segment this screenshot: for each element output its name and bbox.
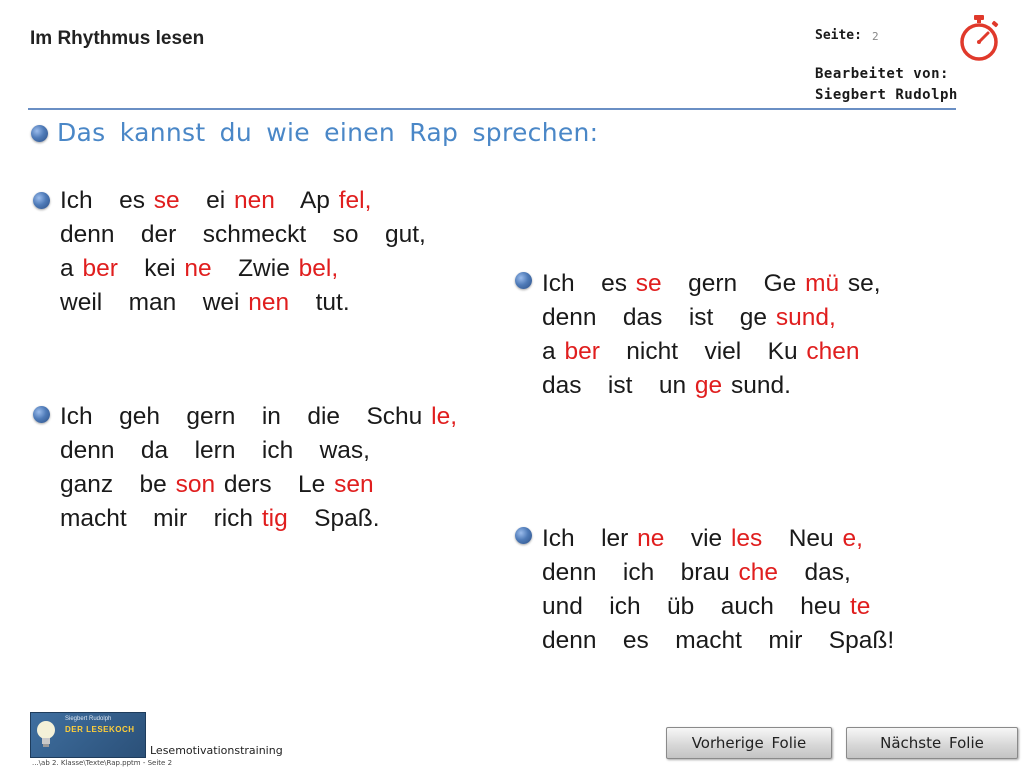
program-title: Lesemotivationstraining	[150, 744, 283, 757]
verse-line	[542, 301, 881, 335]
syllable-highlight: ber	[564, 338, 600, 365]
verse-text: denn ich brau	[542, 559, 739, 586]
logo-brand: DER LESEKOCH	[65, 725, 135, 734]
verse-text: kei	[117, 255, 185, 282]
verse-text: Neu	[762, 525, 843, 552]
verse-line	[60, 502, 457, 536]
verse-text: vie	[664, 525, 731, 552]
verse-school	[60, 400, 457, 536]
syllable-highlight: ge	[694, 372, 723, 399]
verse-text: Ich es	[542, 270, 636, 297]
syllable-highlight: se	[635, 270, 662, 297]
verse-line	[60, 252, 426, 286]
verse-text: Spaß.	[287, 505, 380, 532]
verse-text: macht mir rich	[60, 505, 262, 532]
next-slide-button[interactable]: Nächste Folie	[846, 727, 1018, 759]
verse-line	[542, 556, 894, 590]
verse-line	[60, 286, 426, 320]
page-number: 2	[872, 30, 879, 43]
syllable-highlight: sen	[334, 471, 374, 498]
bullet-icon	[31, 125, 48, 142]
syllable-highlight: che	[738, 559, 779, 586]
verse-text: weil man wei	[60, 289, 249, 316]
syllable-highlight: bel,	[298, 255, 339, 282]
bullet-icon	[33, 192, 50, 209]
verse-line	[542, 590, 894, 624]
leserkoch-logo	[30, 712, 146, 758]
verse-text: denn es macht mir Spaß!	[542, 627, 895, 654]
verse-learning	[542, 522, 894, 658]
syllable-highlight: son	[175, 471, 216, 498]
syllable-highlight: fel,	[338, 187, 372, 214]
verse-apples	[60, 184, 426, 320]
verse-text: ei	[179, 187, 234, 214]
verse-line	[542, 522, 894, 556]
verse-text: nicht viel Ku	[599, 338, 807, 365]
verse-text: Ich geh gern in die Schu	[60, 403, 432, 430]
verse-line	[60, 434, 457, 468]
verse-text: Ap	[274, 187, 339, 214]
previous-slide-button[interactable]: Vorherige Folie	[666, 727, 832, 759]
lightbulb-icon	[35, 719, 57, 751]
verse-text: Zwie	[211, 255, 299, 282]
syllable-highlight: nen	[248, 289, 290, 316]
page-label: Seite:	[815, 28, 862, 43]
author-name: Siegbert Rudolph	[815, 87, 958, 103]
verse-text: a	[60, 255, 83, 282]
verse-vegetables	[542, 267, 881, 403]
syllable-highlight: ne	[184, 255, 212, 282]
verse-text: das,	[778, 559, 851, 586]
bullet-icon	[515, 527, 532, 544]
verse-text: tut.	[289, 289, 350, 316]
verse-text: sund.	[722, 372, 791, 399]
header-divider	[28, 108, 956, 110]
page-title: Im Rhythmus lesen	[30, 28, 205, 49]
edited-by-label: Bearbeitet von:	[815, 66, 949, 82]
verse-line	[542, 335, 881, 369]
syllable-highlight: te	[849, 593, 871, 620]
verse-text: denn der schmeckt so gut,	[60, 221, 426, 248]
syllable-highlight: mü	[805, 270, 840, 297]
verse-text: ganz be	[60, 471, 176, 498]
verse-text: ders Le	[215, 471, 335, 498]
verse-text: Ich es	[60, 187, 154, 214]
syllable-highlight: ne	[637, 525, 665, 552]
syllable-highlight: sund,	[775, 304, 836, 331]
intro-heading: Das kannst du wie einen Rap sprechen:	[57, 118, 599, 147]
bullet-icon	[515, 272, 532, 289]
syllable-highlight: les	[730, 525, 763, 552]
syllable-highlight: nen	[233, 187, 275, 214]
verse-text: das ist un	[542, 372, 695, 399]
syllable-highlight: se	[153, 187, 180, 214]
verse-text: Ich ler	[542, 525, 638, 552]
verse-line	[542, 624, 894, 658]
syllable-highlight: e,	[842, 525, 863, 552]
syllable-highlight: tig	[261, 505, 288, 532]
verse-text: se,	[839, 270, 881, 297]
verse-line	[60, 468, 457, 502]
syllable-highlight: ber	[82, 255, 118, 282]
stopwatch-icon[interactable]	[956, 14, 1002, 62]
verse-text: denn das ist ge	[542, 304, 776, 331]
verse-line	[542, 267, 881, 301]
verse-line	[542, 369, 881, 403]
verse-line	[60, 218, 426, 252]
verse-text: a	[542, 338, 565, 365]
syllable-highlight: le,	[431, 403, 458, 430]
syllable-highlight: chen	[806, 338, 860, 365]
bullet-icon	[33, 406, 50, 423]
file-path: ...\ab 2. Klasse\Texte\Rap.pptm - Seite 2	[32, 759, 173, 767]
verse-line	[60, 184, 426, 218]
verse-text: gern Ge	[661, 270, 806, 297]
logo-author: Siegbert Rudolph	[65, 716, 112, 722]
verse-text: denn da lern ich was,	[60, 437, 370, 464]
verse-text: und ich üb auch heu	[542, 593, 850, 620]
verse-line	[60, 400, 457, 434]
